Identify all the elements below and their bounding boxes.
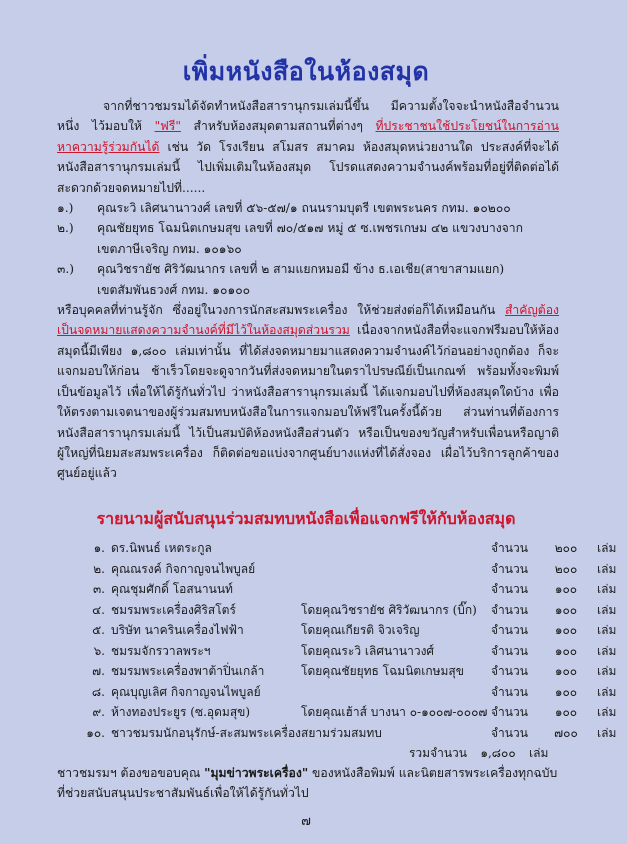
intro-text-2: สำหรับห้องสมุดตามสถานที่ต่างๆ	[180, 119, 376, 134]
sponsor-name: ดร.นิพนธ์ เหตระกูล	[111, 541, 212, 555]
address-item-1	[57, 198, 559, 218]
request-paragraph	[57, 300, 559, 484]
unit-label: เล่ม	[529, 746, 549, 760]
sponsor-name: คุณณรงค์ กิจกาญจนไพบูลย์	[111, 561, 256, 576]
unit-label: เล่ม	[597, 623, 617, 637]
address-line-2: เขตภาษีเจริญ กทม. ๑๐๑๖๐	[97, 241, 242, 256]
total-row	[57, 743, 559, 764]
sponsor-name: คุณบุญเลิศ กิจกาญจนไพบูลย์	[111, 684, 261, 699]
sponsor-contact: โดยคุณเฮ้าส์ บางนา ๐-๑๐๐๗-๐๐๐๗	[301, 705, 488, 719]
amount-label: จำนวน	[491, 623, 528, 637]
unit-label: เล่ม	[597, 705, 617, 719]
public-use-highlight: ที่ประชาชนใช้ประโยชน์ในการอ่านหาความรู้ร่วมกันได้	[57, 119, 559, 154]
sponsor-number: ๗.	[92, 664, 105, 678]
address-line-2: เขตสัมพันธวงศ์ กทม. ๑๐๑๐๐	[97, 282, 251, 297]
amount-label: จำนวน	[491, 561, 528, 576]
sponsor-contact	[301, 723, 491, 744]
amount-label: จำนวน	[491, 582, 528, 596]
sponsor-name: ชมรมพระเครื่องศิริสโตร์	[111, 602, 236, 617]
sponsor-contact: โดยคุณระวิ เลิศนานาวงศ์	[301, 643, 435, 658]
free-highlight: "ฟรี"	[154, 119, 181, 134]
amount-label: จำนวน	[491, 541, 528, 555]
address-item-3	[57, 259, 559, 300]
address-text: คุณระวิ เลิศนานาวงศ์ เลขที่ ๕๖-๕๗/๑ ถนนรามบุตรี เขตพระนคร กทม. ๑๐๒๐๐	[97, 201, 511, 216]
sponsor-name: ชาวชมรมนักอนุรักษ์-สะสมพระเครื่องสยามร่วมสมทบ	[111, 725, 382, 740]
sponsor-number: ๕.	[92, 623, 105, 637]
sponsor-amount: ๑๐๐	[554, 705, 578, 719]
sponsor-name: คุณชุมศักดิ์ โอสนานนท์	[111, 582, 233, 596]
unit-label: เล่ม	[597, 664, 617, 678]
sponsor-amount: ๑๐๐	[554, 602, 578, 617]
sponsor-name: ห้างทองประยูร (ซ.อุดมสุข)	[111, 705, 251, 719]
unit-label: เล่ม	[597, 643, 617, 658]
sponsor-amount: ๑๐๐	[554, 664, 578, 678]
page-title: เพิ่มหนังสือในห้องสมุด	[182, 57, 430, 86]
sponsor-contact: โดยคุณวิชรายัช ศิริวัฒนากร (บิ๊ก)	[301, 602, 477, 617]
request-text-1: หรือบุคคลที่ท่านรู้จัก ซึ่งอยู่ในวงการนักสะสมพระเครื่อง ให้ช่วยส่งต่อก็ได้เหมือนกัน	[57, 303, 505, 318]
sponsor-row	[57, 641, 617, 662]
sponsor-contact	[301, 559, 491, 580]
intro-section	[57, 96, 559, 484]
address-line-1: คุณชัยยุทธ โฉมนิตเกษมสุข เลขที่ ๗๐/๕๑๗ หมู่ ๕ ซ.เพชรเกษม ๔๒ แขวงบางจาก	[97, 221, 524, 236]
amount-label: จำนวน	[491, 725, 528, 740]
address-text	[97, 218, 559, 259]
amount-label: จำนวน	[491, 705, 528, 719]
amount-label: จำนวน	[491, 602, 528, 617]
sponsor-amount: ๒๐๐	[554, 561, 578, 576]
sponsor-number: ๘.	[91, 684, 105, 699]
intro-text-3: เช่น วัด โรงเรียน สโมสร สมาคม ห้องสมุดหน่วยงานใด ประสงค์ที่จะได้หนังสือสารานุกรมเล่มนี้ ไปเพิ่มเติมในห้องสมุด โปรดแสดงความจำนงค์พร้อมที่อยู่ที่ติดต่อได้สะดวกด้วยจดหมายไปที่......	[57, 139, 559, 195]
sponsor-amount: ๗๐๐	[554, 725, 578, 740]
sponsor-row	[57, 702, 617, 723]
address-line-1: คุณวิชรายัช ศิริวัฒนากร เลขที่ ๒ สามแยกหมอมี ข้าง ธ.เอเชีย(สาขาสามแยก)	[97, 262, 505, 277]
sponsor-number: ๖.	[93, 643, 105, 658]
sponsor-amount: ๑๐๐	[554, 582, 578, 596]
sponsor-number: ๔.	[92, 602, 105, 617]
sponsor-heading: รายนามผู้สนับสนุนร่วมสมทบหนังสือเพื่อแจกฟรีให้กับห้องสมุด	[96, 509, 516, 528]
important-highlight: สำคัญต้องเป็นจดหมายแสดงความจำนงค์ที่มีไว้ในห้องสมุดส่วนรวม	[57, 303, 559, 338]
address-number: ๓.)	[57, 262, 74, 277]
unit-label: เล่ม	[597, 602, 617, 617]
unit-label: เล่ม	[597, 582, 617, 596]
thanks-paragraph	[57, 763, 559, 804]
sponsor-row	[57, 661, 617, 682]
sponsor-contact: โดยคุณเกียรติ จิวเจริญ	[301, 623, 420, 637]
sponsor-contact: โดยคุณชัยยุทธ โฉมนิตเกษมสุข	[301, 664, 464, 678]
sponsor-amount: ๑๐๐	[554, 643, 578, 658]
thanks-text-2: ของหนังสือพิมพ์ และนิตยสารพระเครื่องทุกฉบับ ที่ช่วยสนับสนุนประชาสัมพันธ์เพื่อให้ได้รู้กันทั่วไป	[57, 766, 558, 801]
total-amount: ๑,๘๐๐	[480, 746, 516, 760]
sponsor-number: ๙.	[92, 705, 105, 719]
sponsor-contact	[301, 538, 491, 559]
address-item-2	[57, 218, 559, 259]
total-label: รวมจำนวน	[408, 746, 467, 760]
address-number: ๑.)	[57, 201, 74, 216]
sponsor-row	[57, 538, 617, 559]
sponsor-row	[57, 600, 617, 621]
unit-label: เล่ม	[597, 684, 617, 699]
sponsor-row	[57, 579, 617, 600]
sponsor-number: ๓.	[92, 582, 105, 596]
thanks-text-1: ชาวชมรมฯ ต้องขอขอบคุณ	[57, 766, 205, 780]
sponsor-number: ๑๐.	[86, 725, 105, 740]
sponsor-row	[57, 723, 617, 744]
amount-label: จำนวน	[491, 684, 528, 699]
sponsor-row	[57, 682, 617, 703]
news-column-name: "มุมข่าวพระเครื่อง"	[204, 766, 309, 780]
sponsor-row	[57, 620, 617, 641]
sponsor-name: ชมรมจักรวาลพระฯ	[111, 643, 211, 658]
intro-text-1: จากที่ชาวชมรมได้จัดทำหนังสือสารานุกรมเล่มนี้ขึ้น มีความตั้งใจจะนำหนังสือจำนวนหนึ่ง ไว้มอบให้	[57, 99, 559, 134]
sponsor-number: ๑.	[93, 541, 105, 555]
unit-label: เล่ม	[597, 725, 617, 740]
sponsor-amount: ๒๐๐	[554, 541, 578, 555]
page-number: ๗	[301, 814, 311, 829]
address-text	[97, 259, 559, 300]
address-number: ๒.)	[57, 221, 74, 236]
sponsor-list	[57, 538, 617, 764]
unit-label: เล่ม	[597, 541, 617, 555]
unit-label: เล่ม	[597, 561, 617, 576]
sponsor-contact	[301, 682, 491, 703]
sponsor-amount: ๑๐๐	[554, 684, 578, 699]
amount-label: จำนวน	[491, 643, 528, 658]
sponsor-row	[57, 559, 617, 580]
amount-label: จำนวน	[491, 664, 528, 678]
intro-paragraph	[57, 96, 559, 198]
sponsor-name: บริษัท นาครินเครื่องไฟฟ้า	[111, 623, 244, 637]
sponsor-number: ๒.	[93, 561, 105, 576]
request-text-2: เนื่องจากหนังสือที่จะแจกฟรีมอบให้ห้องสมุดนี้มีเพียง ๑,๘๐๐ เล่มเท่านั้น ที่ได้ส่งจดหมายมาแสดงความจำนงค์ไว้ก่อนอย่างถูกต้อง ก็จะแจกมอบให้ก่อน ช้าเร็วโดยจะดูจากวันที่ส่งจดหมายในตราไปรษณีย์เป็นเกณฑ์ พร้อมทั้งจะพิมพ์เป็นข้อมูลไว้ เพื่อให้ได้รู้กันทั่วไป ว่าหนังสือสารานุกรมเล่มนี้ ได้แจกมอบไปที่ห้องสมุดใดบ้าง เพื่อให้ตรงตามเจตนาของผู้ร่วมสมทบหนังสือในการแจกมอบให้ฟรีในครั้งนี้ด้วย ส่วนท่านที่ต้องการหนังสือสารานุกรมเล่มนี้ ไว้เป็นสมบัติห้องหนังสือส่วนตัว หรือเป็นของขวัญสำหรับเพื่อนหรือญาติผู้ใหญ่ที่นิยมสะสมพระเครื่อง ก็ติดต่อขอแบ่งจากศูนย์บางแห่งที่ได้สั่งจอง เผื่อไว้บริการลูกค้าของศูนย์อยู่แล้ว	[57, 323, 559, 481]
sponsor-amount: ๑๐๐	[554, 623, 578, 637]
sponsor-name: ชมรมพระเครื่องพาต้าปิ่นเกล้า	[111, 664, 265, 678]
sponsor-contact	[301, 579, 491, 600]
